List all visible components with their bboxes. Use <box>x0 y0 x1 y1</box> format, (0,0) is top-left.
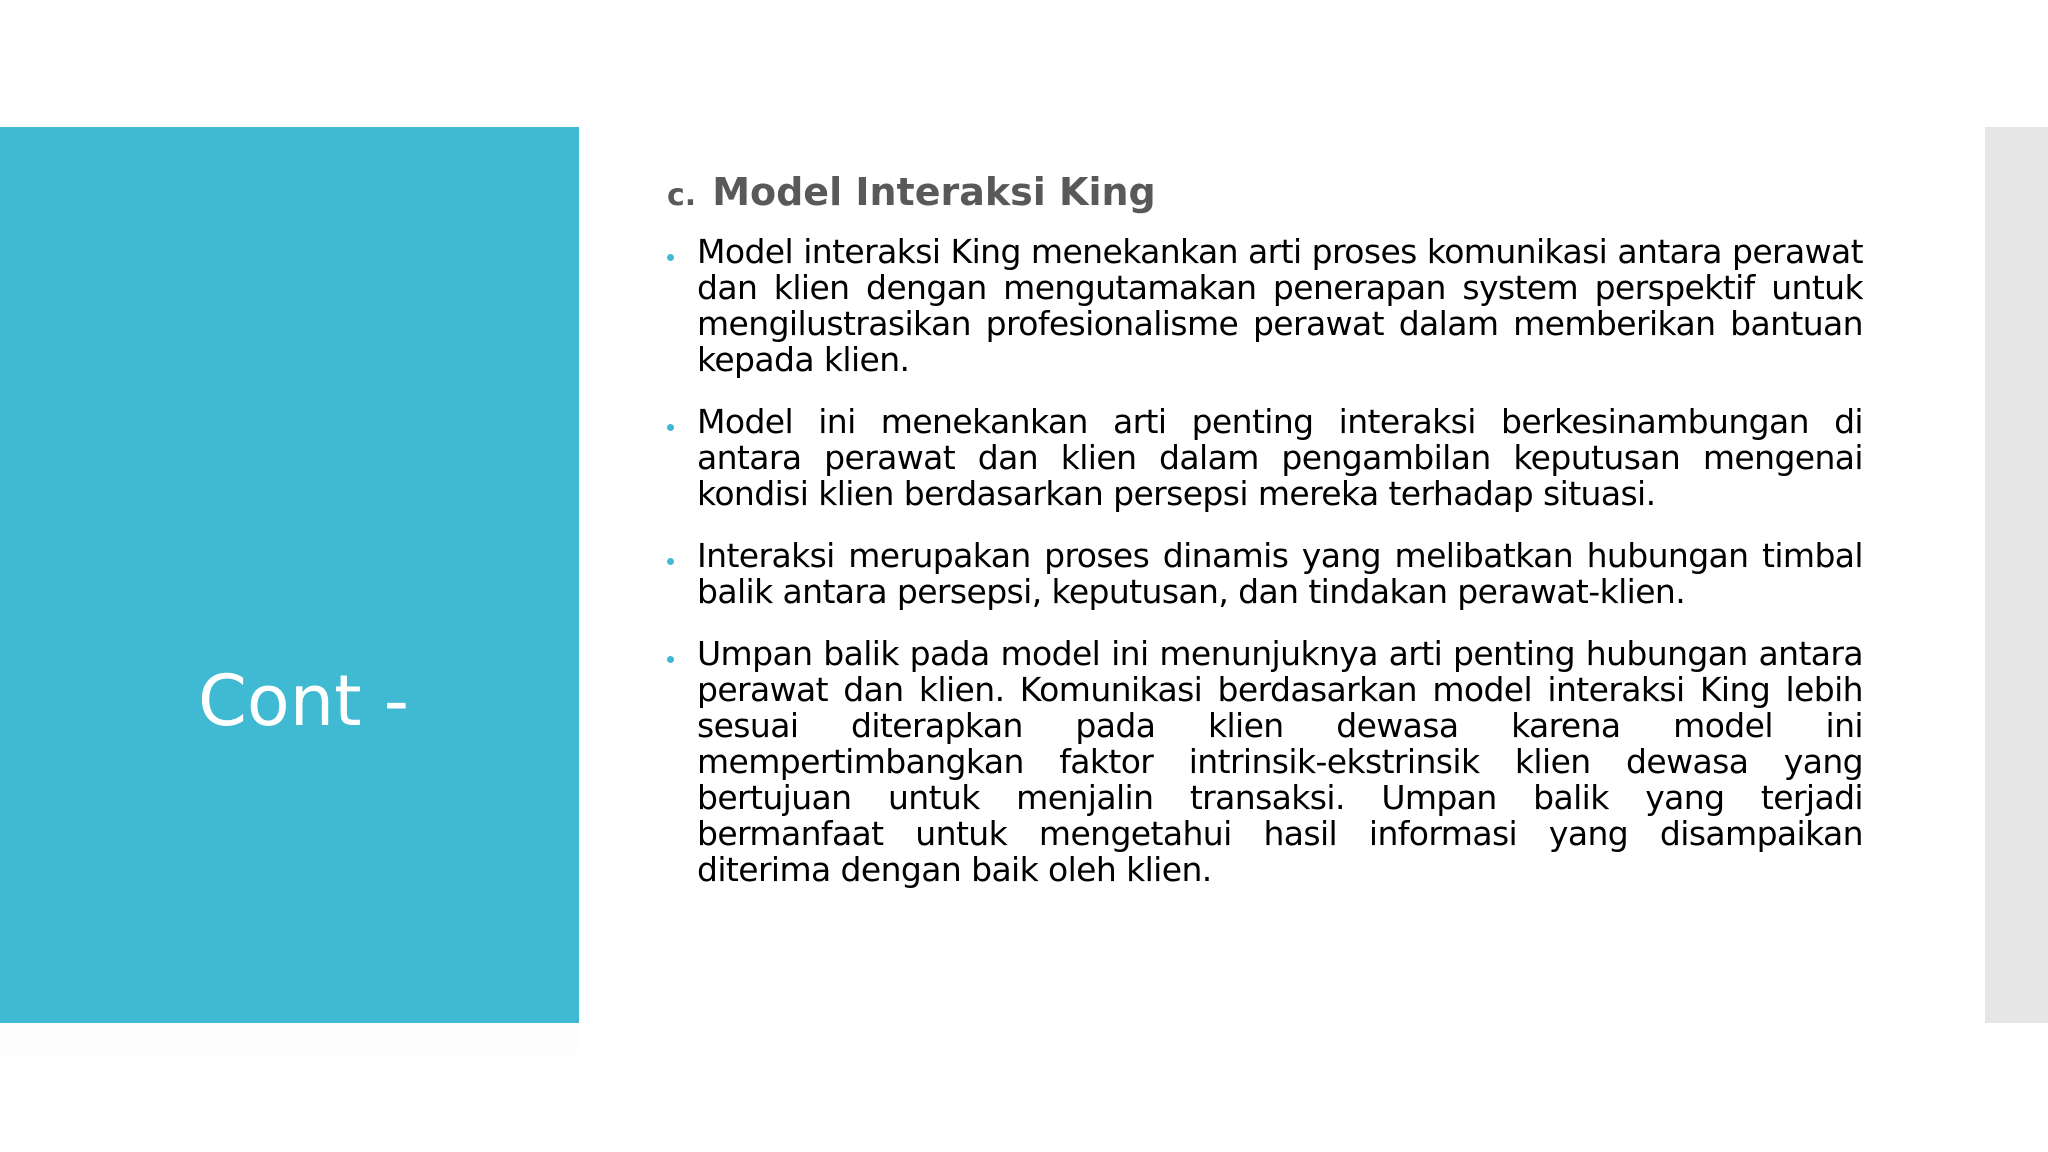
slide-title: Cont - <box>198 660 410 742</box>
bullet-dot-icon <box>667 254 674 261</box>
bullet-item <box>667 538 1863 610</box>
content-area <box>667 162 1863 914</box>
bullet-text: Model interaksi King menekankan arti proses komunikasi antara perawat dan klien dengan mengutamakan penerapan system perspektif untuk mengilustrasikan profesionalisme perawat dalam memberikan bantuan kepada klien. <box>697 232 1863 379</box>
bullet-dot-icon <box>667 656 674 663</box>
bullet-text: Interaksi merupakan proses dinamis yang melibatkan hubungan timbal balik antara persepsi, keputusan, dan tindakan perawat-klien. <box>697 536 1863 611</box>
bullet-text: Model ini menekankan arti penting interaksi berkesinambungan di antara perawat dan klien dalam pengambilan keputusan mengenai kondisi klien berdasarkan persepsi mereka terhadap situasi. <box>697 402 1863 513</box>
heading-text: Model Interaksi King <box>712 170 1156 214</box>
bullet-item <box>667 234 1863 378</box>
section-heading <box>667 162 1863 226</box>
bullet-dot-icon <box>667 424 674 431</box>
bullet-dot-icon <box>667 558 674 565</box>
title-panel <box>0 127 579 1023</box>
bullet-item <box>667 636 1863 888</box>
heading-marker: c. <box>667 178 697 213</box>
bullet-list <box>667 234 1863 888</box>
title-panel-reflection <box>0 1023 579 1152</box>
bullet-text: Umpan balik pada model ini menunjuknya arti penting hubungan antara perawat dan klien. Komunikasi berdasarkan model interaksi King lebih sesuai diterapkan pada klien dewasa karena model ini mempertimbangkan faktor intrinsik-ekstrinsik klien dewasa yang bertujuan untuk menjalin transaksi. Umpan balik yang terjadi bermanfaat untuk mengetahui hasil informasi yang disampaikan diterima dengan baik oleh klien. <box>697 634 1863 889</box>
right-accent-bar <box>1985 127 2048 1023</box>
bullet-item <box>667 404 1863 512</box>
